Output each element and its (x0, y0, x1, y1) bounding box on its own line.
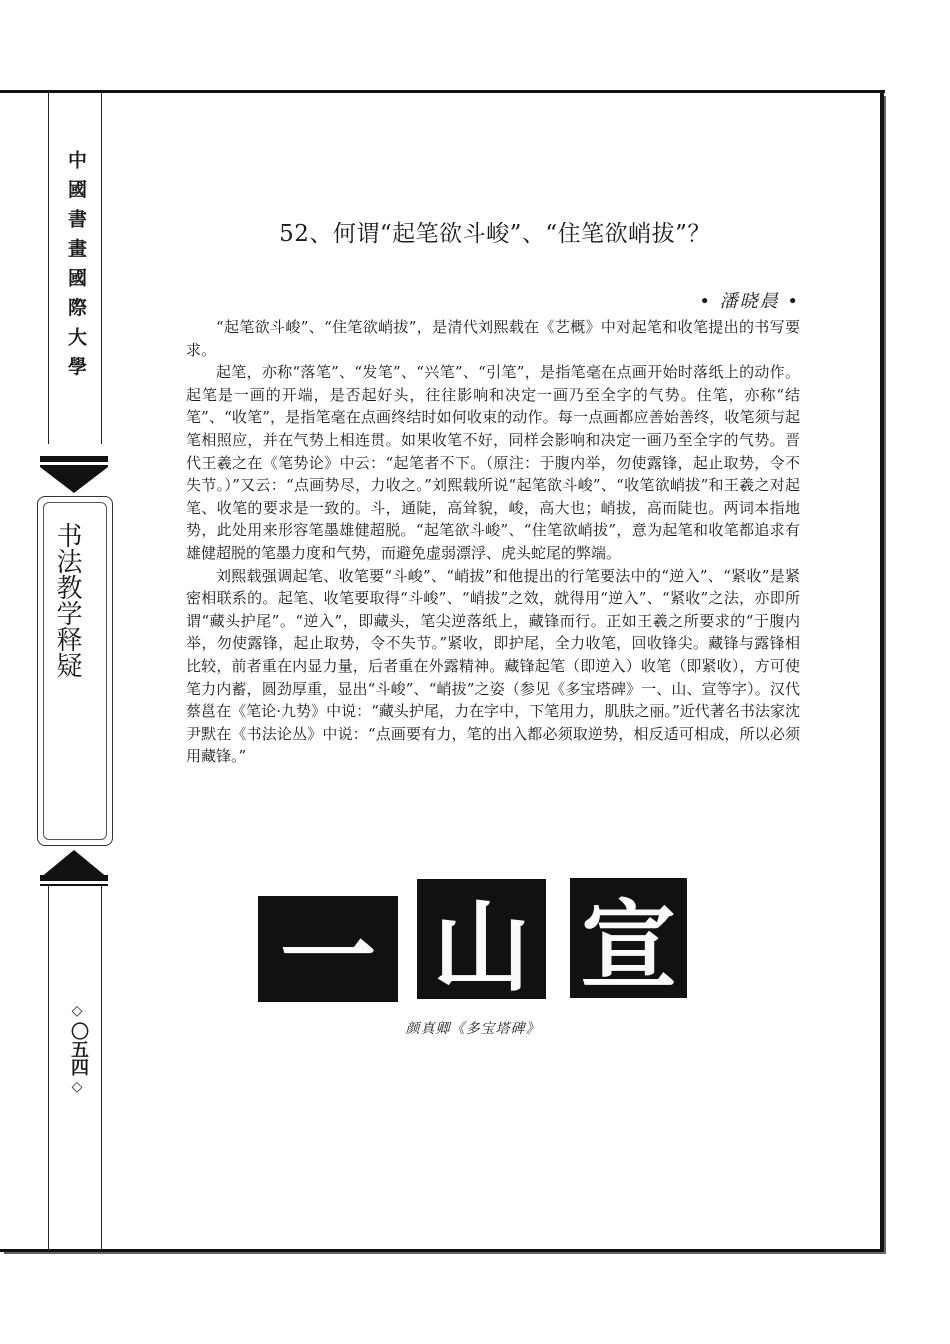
paragraph: 起笔，亦称“落笔”、“发笔”、“兴笔”、“引笔”，是指笔毫在点画开始时落纸上的动作。起笔是一画的开端，是否起好头，往往影响和决定一画乃至全字的气势。住笔，亦称“结笔”、“收笔”，是指笔毫在点画终结时如何收束的动作。每一点画都应善始善终，收笔须与起笔相照应，并在气势上相连贯。如果收笔不好，同样会影响和决定一画乃至全字的气势。晋代王羲之在《笔势论》中云：“起笔者不下。（原注：于腹内举，勿使露锋，起止取势，令不失节。）”又云：“点画势尽，力收之。”刘熙载所说“起笔欲斗峻”、“收笔欲峭拔”和王羲之对起笔、收笔的要求是一致的。斗，通陡，高耸貌，峻，高大也；峭拔，高而陡也。两词本指地势，此处用来形容笔墨雄健超脱。“起笔欲斗峻”、“住笔欲峭拔”，意为起笔和收笔都追求有雄健超脱的笔墨力度和气势，而避免虚弱漂浮、虎头蛇尾的弊端。 (186, 363, 800, 562)
figure-caption: 颜真卿《多宝塔碑》 (405, 1021, 541, 1037)
sidebar-bottom-bar (40, 875, 108, 881)
paragraph: 刘熙载强调起笔、收笔要“斗峻”、“峭拔”和他提出的行笔要法中的“逆入”、“紧收”是紧密相联系的。起笔、收笔要取得“斗峻”、“峭拔”之效，就得用“逆入”、“紧收”之法，亦即所谓“藏头护尾”。“逆入”，即藏头，笔尖逆落纸上，藏锋而行。正如王羲之所要求的“于腹内举，勿使露锋，起止取势，令不失节。”紧收，即护尾，全力收笔，回收锋尖。藏锋与露锋相比较，前者重在内显力量，后者重在外露精神。藏锋起笔（即逆入）收笔（即紧收），方可使笔力内蓄，圆劲厚重，显出“斗峻”、“峭拔”之姿（参见《多宝塔碑》一、山、宣等字）。汉代蔡邕在《笔论·九势》中说：“藏头护尾，力在字中，下笔用力，肌肤之丽。”近代著名书法家沈尹默在《书法论丛》中说：“点画要有力，笔的出入都必须取逆势，相反适可相成，所以必须用藏锋。” (186, 566, 800, 766)
sidebar-bottom-chevron-icon (40, 838, 108, 878)
calligraphy-rubbing-image (417, 879, 546, 1005)
rubbing-character: 山 (432, 889, 531, 1005)
article-body (186, 316, 800, 768)
rubbing-character: 宣 (580, 888, 677, 1002)
frame-bottom-shadow (4, 1252, 886, 1254)
page-number: 〇五四 (68, 1022, 89, 1076)
diamond-icon: ◇ (71, 1079, 83, 1095)
paragraph: “起笔欲斗峻”、“住笔欲峭拔”，是清代刘熙载在《艺概》中对起笔和收笔提出的书写要求。 (186, 318, 800, 359)
rubbing-character: 一 (280, 899, 376, 1013)
diamond-icon: ◇ (71, 1003, 83, 1019)
series-title: 中國書畫國際大學 (65, 150, 87, 386)
article-author: • 潘晓晨 • (699, 291, 800, 312)
frame-right-shadow (884, 96, 886, 1254)
sidebar-bottom-thin-bar (40, 884, 108, 886)
page-number-block (66, 1000, 88, 1098)
calligraphy-rubbing-image (570, 878, 687, 1002)
book-title: 书法教学释疑 (52, 522, 82, 678)
article-heading: 52、何谓“起笔欲斗峻”、“住笔欲峭拔”？ (279, 221, 711, 247)
frame-top-border (0, 90, 885, 93)
sidebar-top-bar (40, 456, 108, 462)
calligraphy-rubbing-image (258, 896, 398, 1013)
